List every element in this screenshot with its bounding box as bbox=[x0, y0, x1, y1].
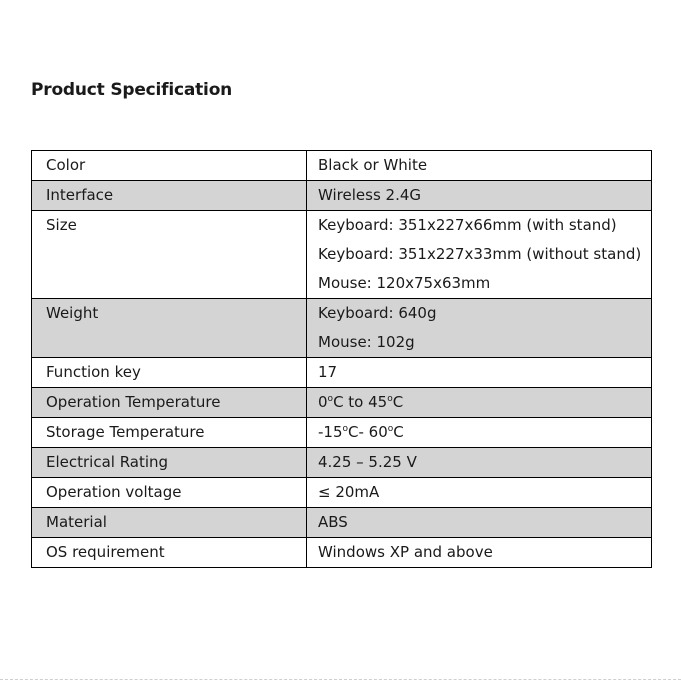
degree-mark: o bbox=[387, 394, 393, 404]
degree-mark: o bbox=[342, 424, 349, 434]
table-row bbox=[32, 508, 652, 538]
spec-table bbox=[31, 150, 652, 568]
row-value: 4.25 – 5.25 V bbox=[307, 448, 652, 478]
row-value: Wireless 2.4G bbox=[307, 181, 652, 211]
table-row bbox=[32, 388, 652, 418]
row-label: Function key bbox=[32, 358, 307, 388]
row-value: 17 bbox=[307, 358, 652, 388]
page-edge-divider bbox=[0, 679, 681, 680]
table-row bbox=[32, 358, 652, 388]
table-row bbox=[32, 299, 652, 358]
table-row bbox=[32, 151, 652, 181]
row-label: OS requirement bbox=[32, 538, 307, 568]
row-label: Material bbox=[32, 508, 307, 538]
row-label: Electrical Rating bbox=[32, 448, 307, 478]
row-label: Operation Temperature bbox=[32, 388, 307, 418]
table-row bbox=[32, 418, 652, 448]
table-row bbox=[32, 211, 652, 299]
table-row bbox=[32, 478, 652, 508]
degree-mark: o bbox=[327, 394, 334, 404]
table-row bbox=[32, 448, 652, 478]
row-label: Operation voltage bbox=[32, 478, 307, 508]
row-label: Interface bbox=[32, 181, 307, 211]
row-label: Weight bbox=[32, 299, 307, 358]
page-title: Product Specification bbox=[31, 80, 233, 100]
row-value: Keyboard: 640g Mouse: 102g bbox=[307, 299, 652, 358]
row-value: -15$^o$C- 60$^o$C bbox=[307, 418, 652, 448]
row-value: ≤ 20mA bbox=[307, 478, 652, 508]
row-value: Black or White bbox=[307, 151, 652, 181]
row-value: 0$^o$C to 45$^o$C bbox=[307, 388, 652, 418]
row-label: Storage Temperature bbox=[32, 418, 307, 448]
row-label: Size bbox=[32, 211, 307, 299]
row-label: Color bbox=[32, 151, 307, 181]
row-value: Keyboard: 351x227x66mm (with stand) Keyboard: 351x227x33mm (without stand) Mouse: 120x75x63mm bbox=[307, 211, 652, 299]
degree-mark: o bbox=[387, 424, 394, 434]
row-value: Windows XP and above bbox=[307, 538, 652, 568]
row-value: ABS bbox=[307, 508, 652, 538]
table-row bbox=[32, 538, 652, 568]
table-row bbox=[32, 181, 652, 211]
